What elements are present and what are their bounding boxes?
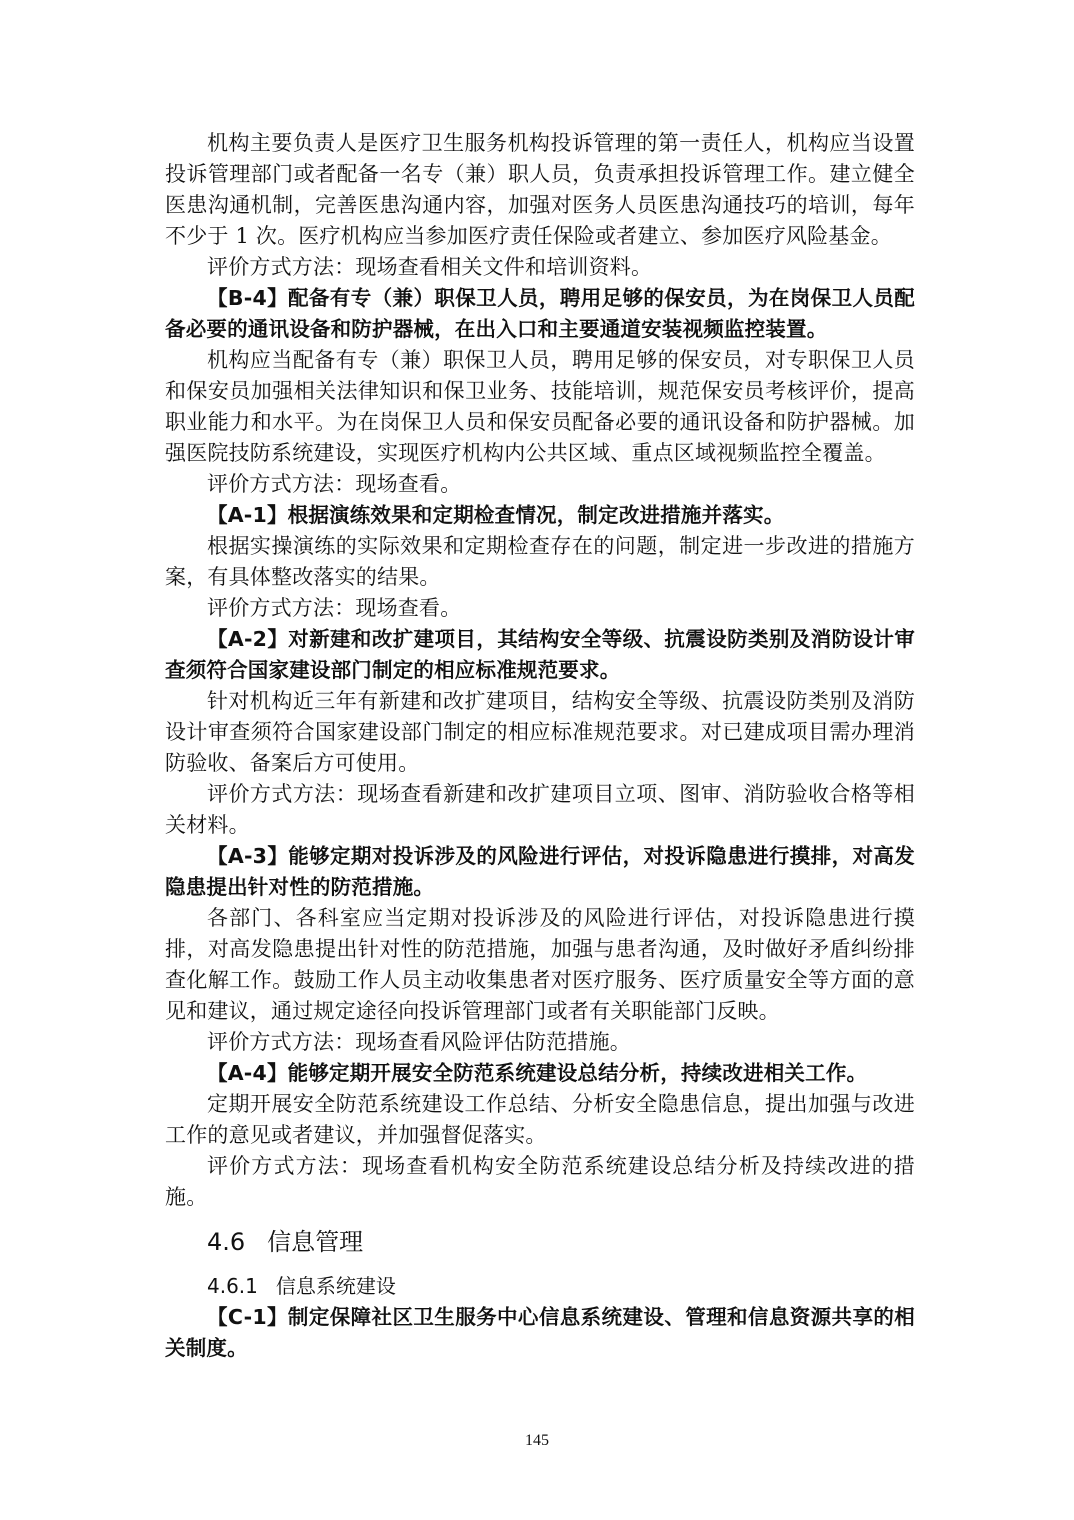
criterion-item: 【C-1】制定保障社区卫生服务中心信息系统建设、管理和信息资源共享的相关制度。 xyxy=(165,1305,915,1360)
criterion-heading: 【A-3】能够定期对投诉涉及的风险进行评估，对投诉隐患进行摸排，对高发隐患提出针对性的防范措施。 xyxy=(165,844,915,899)
body-paragraph: 针对机构近三年有新建和改扩建项目，结构安全等级、抗震设防类别及消防设计审查须符合国家建设部门制定的相应标准规范要求。对已建成项目需办理消防验收、备案后方可使用。 xyxy=(165,689,915,775)
body-paragraph: 机构主要负责人是医疗卫生服务机构投诉管理的第一责任人，机构应当设置投诉管理部门或者配备一名专（兼）职人员，负责承担投诉管理工作。建立健全医患沟通机制，完善医患沟通内容，加强对医务人员医患沟通技巧的培训，每年不少于 1 次。医疗机构应当参加医疗责任保险或者建立、参加医疗风险基金。 xyxy=(165,131,915,248)
body-paragraph: 根据实操演练的实际效果和定期检查存在的问题，制定进一步改进的措施方案，有具体整改落实的结果。 xyxy=(165,534,915,589)
body-paragraph: 定期开展安全防范系统建设工作总结、分析安全隐患信息，提出加强与改进工作的意见或者建议，并加强督促落实。 xyxy=(165,1092,915,1147)
body-paragraph: 评价方式方法：现场查看新建和改扩建项目立项、图审、消防验收合格等相关材料。 xyxy=(165,782,915,837)
criterion-heading: 【A-4】能够定期开展安全防范系统建设总结分析，持续改进相关工作。 xyxy=(207,1061,868,1085)
section-number: 4.6 xyxy=(207,1228,246,1256)
subsection-number: 4.6.1 xyxy=(207,1274,258,1298)
criterion-heading: 【B-4】配备有专（兼）职保卫人员，聘用足够的保安员，为在岗保卫人员配备必要的通讯设备和防护器械，在出入口和主要通道安装视频监控装置。 xyxy=(165,286,915,341)
body-paragraph: 各部门、各科室应当定期对投诉涉及的风险进行评估，对投诉隐患进行摸排，对高发隐患提出针对性的防范措施，加强与患者沟通，及时做好矛盾纠纷排查化解工作。鼓励工作人员主动收集患者对医疗服务、医疗质量安全等方面的意见和建议，通过规定途径向投诉管理部门或者有关职能部门反映。 xyxy=(165,906,915,1023)
body-paragraph: 机构应当配备有专（兼）职保卫人员，聘用足够的保安员，对专职保卫人员和保安员加强相关法律知识和保卫业务、技能培训，规范保安员考核评价，提高职业能力和水平。为在岗保卫人员和保安员配备必要的通讯设备和防护器械。加强医院技防系统建设，实现医疗机构内公共区域、重点区域视频监控全覆盖。 xyxy=(165,348,915,465)
page-content xyxy=(165,128,915,1364)
body-paragraph: 评价方式方法：现场查看。 xyxy=(207,472,462,496)
section-title: 信息管理 xyxy=(267,1228,364,1256)
paragraph-list xyxy=(165,128,915,1213)
body-paragraph: 评价方式方法：现场查看。 xyxy=(207,596,462,620)
subsection-title: 信息系统建设 xyxy=(275,1274,396,1298)
page-number: 145 xyxy=(525,1432,549,1449)
body-paragraph: 评价方式方法：现场查看风险评估防范措施。 xyxy=(207,1030,631,1054)
body-paragraph: 评价方式方法：现场查看相关文件和培训资料。 xyxy=(207,255,653,279)
subsection-heading xyxy=(207,1271,915,1302)
section-heading xyxy=(207,1225,915,1259)
criterion-heading: 【A-2】对新建和改扩建项目，其结构安全等级、抗震设防类别及消防设计审查须符合国家建设部门制定的相应标准规范要求。 xyxy=(165,627,915,682)
body-paragraph: 评价方式方法：现场查看机构安全防范系统建设总结分析及持续改进的措施。 xyxy=(165,1154,915,1209)
criterion-heading: 【A-1】根据演练效果和定期检查情况，制定改进措施并落实。 xyxy=(207,503,785,527)
